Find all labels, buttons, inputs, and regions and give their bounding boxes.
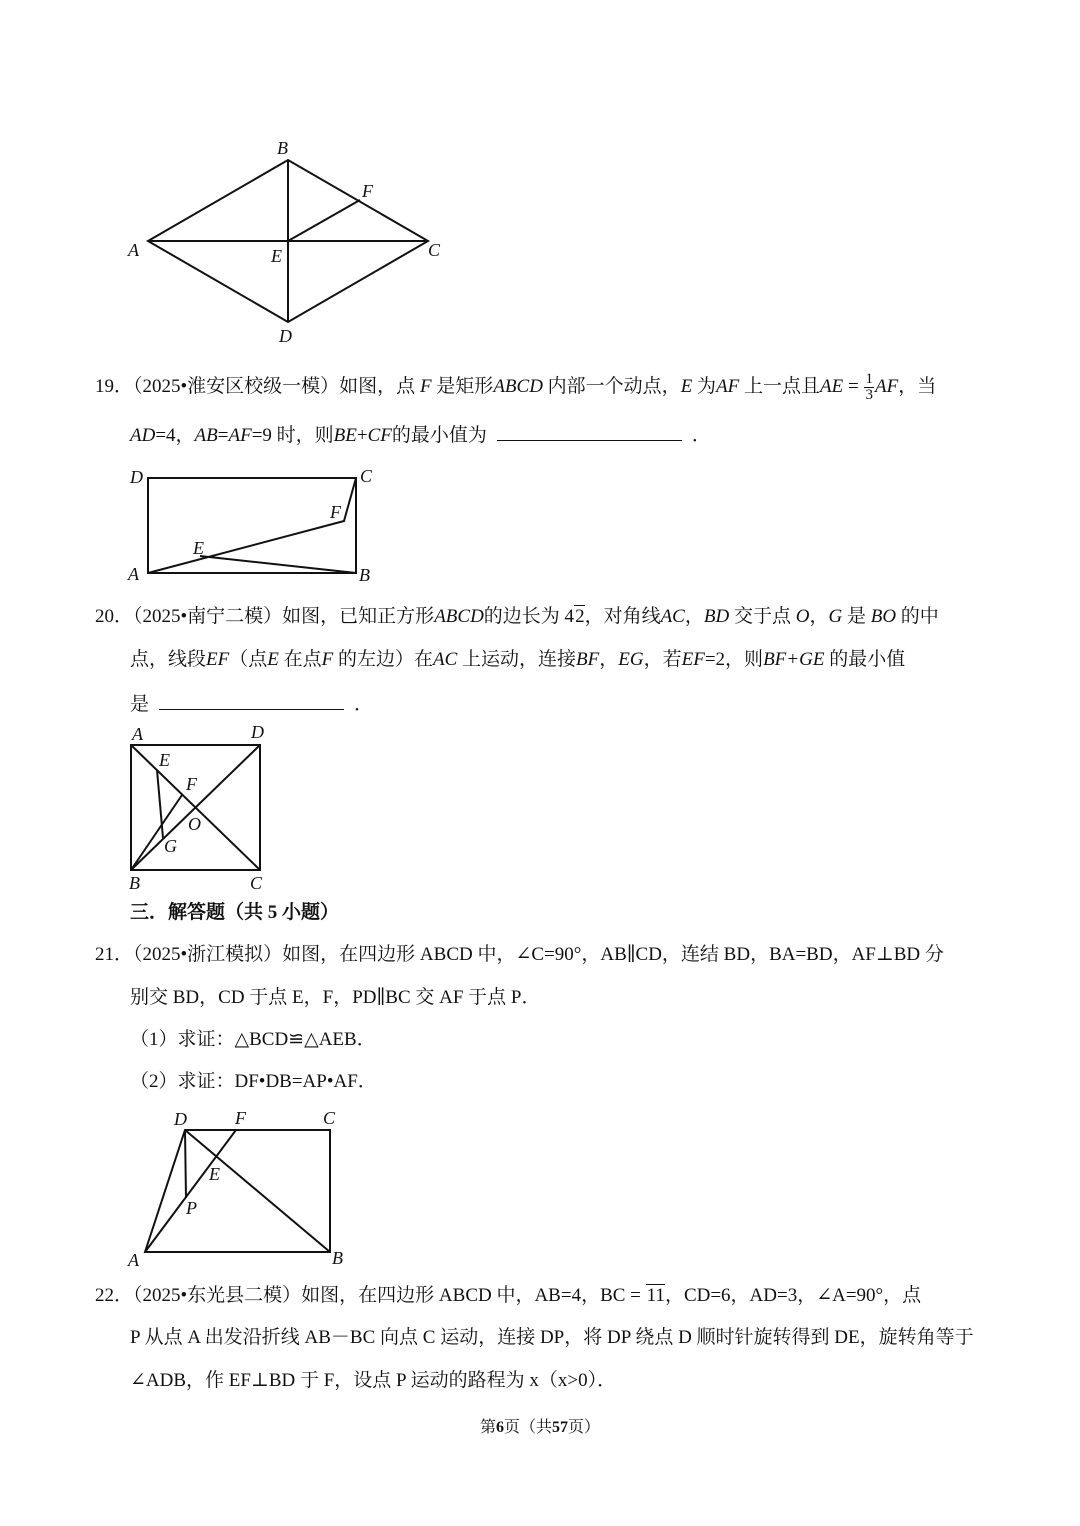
label-F: F bbox=[235, 1108, 246, 1128]
question-21-part-2: （2）求证：DF•DB=AP•AF． bbox=[130, 1071, 377, 1092]
label-C: C bbox=[250, 873, 263, 893]
figure-square-20 bbox=[129, 722, 264, 893]
fraction-one-third: $\frac{1}{3}$ bbox=[865, 371, 873, 403]
question-21-part-1: （1）求证：△BCD≌△AEB． bbox=[130, 1029, 376, 1050]
label-C: C bbox=[360, 466, 373, 486]
label-A: A bbox=[128, 564, 139, 584]
label-A: A bbox=[128, 1250, 139, 1270]
question-22-line-2: P 从点 A 出发沿折线 AB－BC 向点 C 运动，连接 DP，将 DP 绕点 D 顺时针旋转得到 DE，旋转角等于 bbox=[130, 1327, 974, 1348]
label-D: D bbox=[279, 326, 292, 346]
label-F: F bbox=[362, 181, 373, 201]
label-A: A bbox=[128, 240, 139, 260]
label-O: O bbox=[188, 814, 201, 834]
label-E: E bbox=[271, 246, 282, 266]
page-footer: 第6页（共57页） bbox=[479, 1419, 601, 1436]
label-C: C bbox=[323, 1108, 336, 1128]
label-B: B bbox=[129, 873, 140, 893]
figure-rectangle-19 bbox=[127, 466, 373, 585]
figure-rhombus bbox=[127, 138, 441, 346]
question-19-line-2: AD=4，AB=AF=9 时，则BE+CF的最小值为 ． bbox=[130, 422, 711, 448]
question-20-line-2: 点，线段EF（点E 在点F 的左边）在AC 上运动，连接BF，EG，若EF=2，则BF+GE 的最小值 bbox=[130, 649, 906, 670]
section-heading: 三．解答题（共 5 小题） bbox=[130, 902, 340, 923]
question-20-line-1: 20．（2025•南宁二模）如图，已知正方形ABCD的边长为 42，对角线AC，BD 交于点 O，G 是 BO 的中 bbox=[95, 606, 939, 627]
label-F: F bbox=[186, 774, 197, 794]
question-20-line-3: 是 ． bbox=[130, 691, 373, 717]
label-D: D bbox=[251, 722, 264, 742]
label-D: D bbox=[174, 1109, 187, 1129]
question-22-line-1: 22．（2025•东光县二模）如图，在四边形 ABCD 中，AB=4，BC = 11，CD=6，AD=3，∠A=90°，点 bbox=[95, 1285, 922, 1306]
label-E: E bbox=[193, 538, 204, 558]
answer-blank[interactable] bbox=[159, 691, 344, 710]
question-21-line-1: 21．（2025•浙江模拟）如图，在四边形 ABCD 中，∠C=90°，AB∥CD，连结 BD，BA=BD，AF⊥BD 分 bbox=[95, 944, 944, 965]
label-E: E bbox=[209, 1164, 220, 1184]
label-B: B bbox=[332, 1248, 343, 1268]
label-B: B bbox=[277, 138, 288, 158]
label-C: C bbox=[428, 240, 441, 260]
question-19-line-1: 19．（2025•淮安区校级一模）如图，点 F 是矩形ABCD 内部一个动点，E 为AF 上一点且AE = $\frac{1}{3}$ AF，当 bbox=[95, 371, 937, 403]
label-G: G bbox=[164, 836, 177, 856]
figure-quadrilateral-21 bbox=[127, 1108, 343, 1270]
label-P: P bbox=[186, 1198, 197, 1218]
label-E: E bbox=[159, 750, 170, 770]
answer-blank[interactable] bbox=[497, 422, 682, 441]
label-F: F bbox=[330, 502, 341, 522]
label-B: B bbox=[359, 565, 370, 585]
question-21-line-2: 别交 BD，CD 于点 E，F，PD∥BC 交 AF 于点 P． bbox=[130, 987, 541, 1008]
question-22-line-3: ∠ADB，作 EF⊥BD 于 F，设点 P 运动的路程为 x（x>0）． bbox=[130, 1370, 617, 1391]
label-D: D bbox=[130, 467, 143, 487]
label-A: A bbox=[132, 724, 143, 744]
